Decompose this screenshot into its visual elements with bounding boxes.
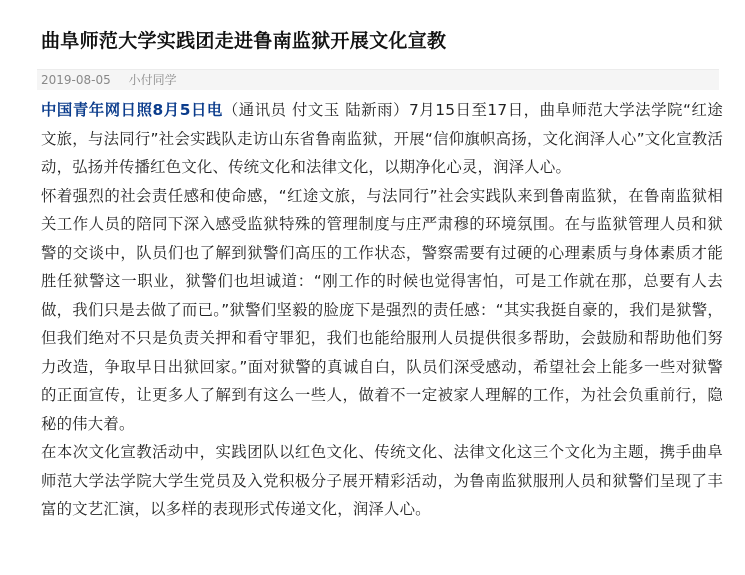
paragraph-1-text: （通讯员 付文玉 陆新雨）7月15日至17日，曲阜师范大学法学院“红途文旅，与法同行”社会实践队走访山东省鲁南监狱，开展“信仰旗帜高扬，文化润泽人心”文化宣教活动，弘扬并传播红色文化、传统文化和法律文化，以期净化心灵，润泽人心。 (41, 101, 724, 176)
publish-date: 2019-08-05 (41, 73, 111, 87)
paragraph-2: 怀着强烈的社会责任感和使命感，“红途文旅，与法同行”社会实践队来到鲁南监狱，在鲁南监狱相关工作人员的陪同下深入感受监狱特殊的管理制度与庄严肃穆的环境氛围。在与监狱管理人员和狱警的交谈中，队员们也了解到狱警们高压的工作状态，警察需要有过硬的心理素质与身体素质才能胜任狱警这一职业，狱警们也坦诚道：“刚工作的时候也觉得害怕，可是工作就在那，总要有人去做，我们只是去做了而已。”狱警们坚毅的脸庞下是强烈的责任感：“其实我挺自豪的，我们是狱警，但我们绝对不只是负责关押和看守罪犯，我们也能给服刑人员提供很多帮助，会鼓励和帮助他们努力改造，争取早日出狱回家。”面对狱警的真诚自白，队员们深受感动，希望社会上能多一些对狱警的正面宣传，让更多人了解到有这么一些人，做着不一定被家人理解的工作，为社会负重前行，隐秘的伟大着。 (41, 186, 723, 433)
paragraph-3: 在本次文化宣教活动中，实践团队以红色文化、传统文化、法律文化这三个文化为主题，携手曲阜师范大学法学院大学生党员及入党积极分子展开精彩活动，为鲁南监狱服刑人员和狱警们呈现了丰富的文艺汇演，以多样的表现形式传递文化，润泽人心。 (41, 443, 723, 518)
author-name: 小付同学 (128, 73, 177, 87)
dateline-lead: 中国青年网日照8月5日电 (41, 101, 223, 119)
article-meta (37, 69, 719, 90)
article-title: 曲阜师范大学实践团走进鲁南监狱开展文化宣教 (41, 30, 447, 52)
paragraph-1 (41, 96, 723, 182)
article-body (41, 96, 723, 524)
